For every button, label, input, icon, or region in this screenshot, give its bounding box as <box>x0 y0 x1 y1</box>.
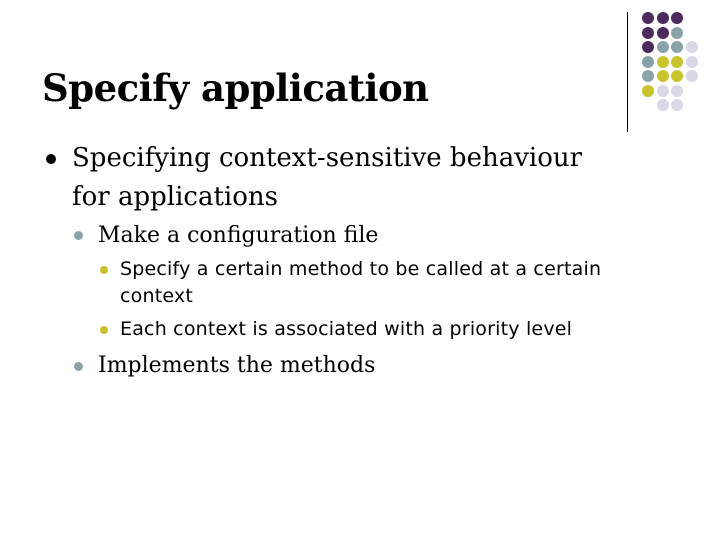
decor-dot <box>642 41 654 53</box>
bullet-text-specifying-line2: for applications <box>72 182 278 212</box>
decor-dot <box>657 99 669 111</box>
decor-dot <box>642 56 654 68</box>
divider-line <box>627 12 628 132</box>
slide-title: Specify application <box>42 66 429 110</box>
decor-dot <box>657 56 669 68</box>
bullet-level2 <box>74 362 83 371</box>
decor-dot <box>657 70 669 82</box>
bullet-level3 <box>100 326 108 334</box>
decor-dot <box>657 85 669 97</box>
decor-dot <box>686 70 698 82</box>
decor-dot <box>671 56 683 68</box>
decor-dot <box>671 70 683 82</box>
bullet-text-configuration: Make a configuration file <box>98 223 379 248</box>
decor-dot <box>642 12 654 24</box>
bullet-level2 <box>74 231 83 240</box>
bullet-level3 <box>100 266 108 274</box>
decor-dot <box>642 27 654 39</box>
decor-dot <box>671 27 683 39</box>
decor-dot <box>642 70 654 82</box>
bullet-text-method-line2: context <box>120 285 194 307</box>
decor-dot <box>642 85 654 97</box>
decor-dot <box>657 41 669 53</box>
decor-dot <box>671 12 683 24</box>
bullet-text-specifying-line1: Specifying context-sensitive behaviour <box>72 143 583 173</box>
decor-dot <box>671 99 683 111</box>
bullet-text-implements: Implements the methods <box>98 353 376 378</box>
decor-dot <box>686 41 698 53</box>
bullet-text-method-line1: Specify a certain method to be called at a certain <box>120 258 602 280</box>
decor-dot <box>686 56 698 68</box>
decor-dot <box>671 85 683 97</box>
bullet-text-priority: Each context is associated with a priority level <box>120 318 573 340</box>
decor-dot <box>657 27 669 39</box>
bullet-level1 <box>46 154 56 164</box>
decor-dot <box>671 41 683 53</box>
decor-dot <box>657 12 669 24</box>
